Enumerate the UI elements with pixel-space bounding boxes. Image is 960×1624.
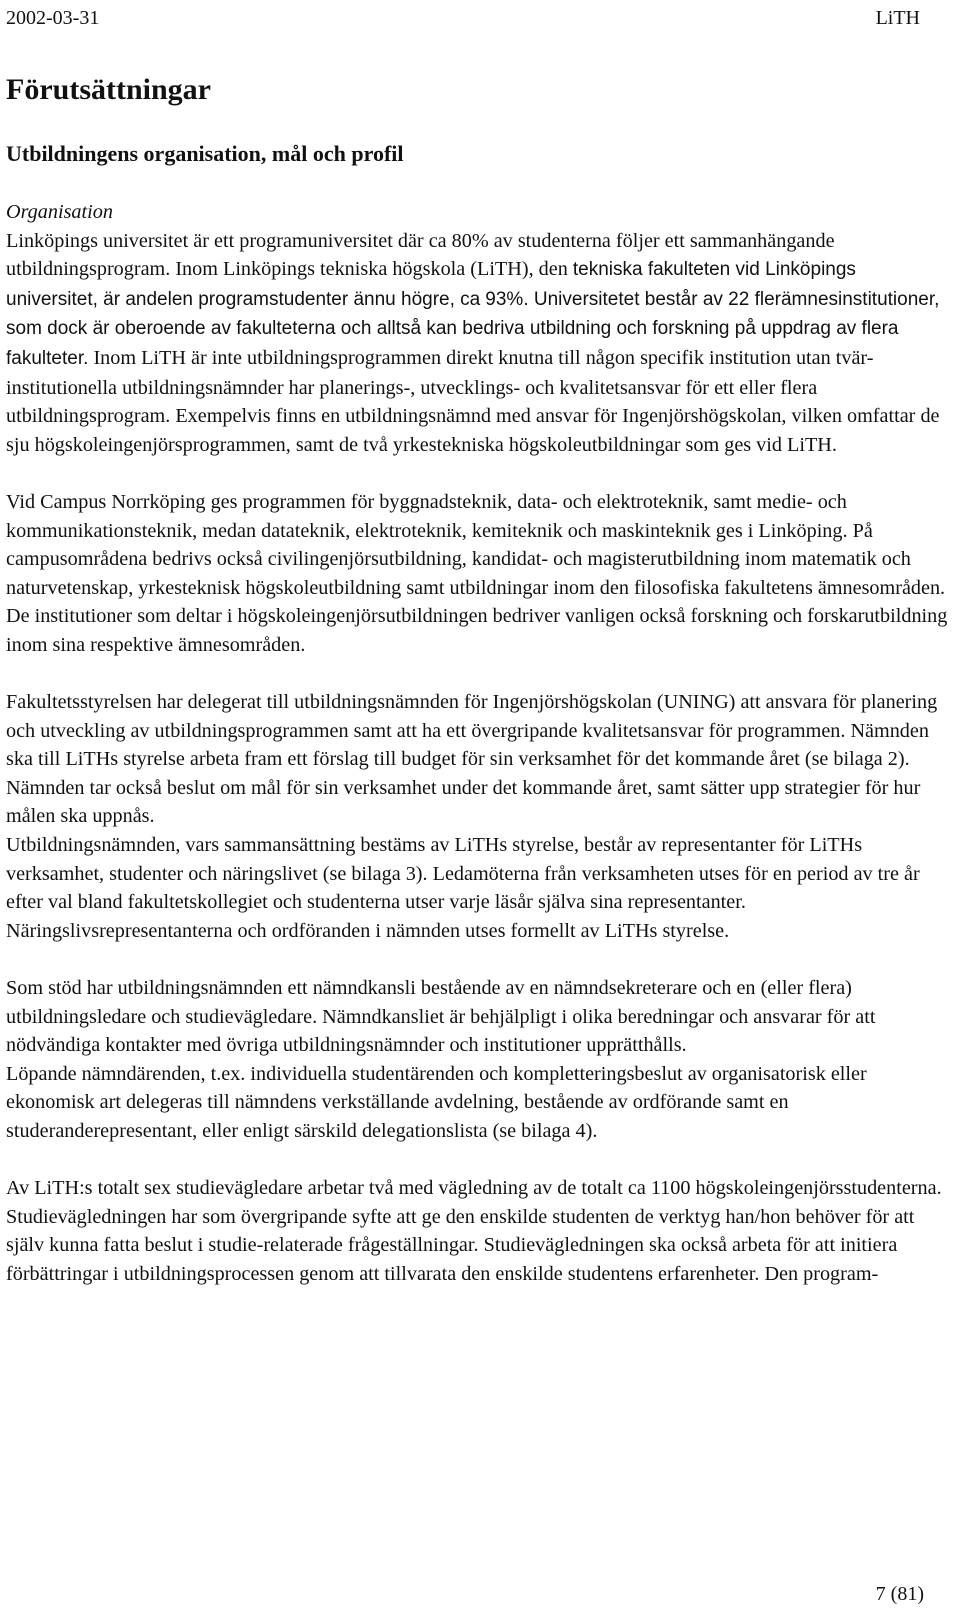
paragraph-namndkansli: Som stöd har utbildningsnämnden ett nämndkansli bestående av en nämndsekreterare och en (eller flera) utbildningsledare och studievägledare. Nämndkansliet är behjälpligt i olika beredningar och ansvarar för att nödvändiga kontakter med övriga utbildningsnämnder och institutioner upprätthålls. [6, 977, 876, 1057]
paragraph-lopande-arenden: Löpande nämndärenden, t.ex. individuella studentärenden och kompletteringsbeslut av organisatorisk eller ekonomisk art delegeras till nämndens verkställande avdelning, bestående av ordförande samt en studeranderepresentant, eller enligt särskild delegationslista (se bilaga 4). [6, 1062, 867, 1142]
p1-c: 93%. Universitetet består av 22 flerämnesinstitutioner, som dock är oberoende av fakulteterna och alltså kan bedriva utbildning och forskning på uppdrag av flera fakulteter. [6, 288, 940, 369]
paragraph-organisation [6, 198, 951, 459]
header-org: LiTH [875, 7, 920, 29]
document-body [6, 198, 951, 1289]
paragraph-studievagledning: Av LiTH:s totalt sex studievägledare arbetar två med vägledning av de totalt ca 1100 högskoleingenjörsstudenterna. Studievägledningen har som övergripande syfte att ge den enskilde studenten de verktyg han/hon behöver för att själv kunna fatta beslut i studie-relaterade frågeställningar. Studievägledningen ska också arbeta för att initiera förbättringar i utbildningsprocessen genom att tillvarata den enskilde studentens erfarenheter. Den program- [6, 1177, 942, 1285]
page-number: 7 (81) [875, 1583, 924, 1605]
p1-d: Inom LiTH är inte utbildningsprogrammen direkt knutna till någon specifik institution utan tvär-institutionella utbildningsnämnder har planerings-, utvecklings- och kvalitetsansvar för ett eller flera utbildningsprogram. Exempelvis finns en utbildningsnämnd med ansvar för Ingenjörshögskolan, vilken omfattar de sju högskoleingenjörsprogrammen, samt de två yrkestekniska högskoleutbildningar som ges vid LiTH. [6, 346, 940, 456]
page-title: Förutsättningar [6, 73, 211, 106]
paragraph-utbildningsnamnden: Utbildningsnämnden, vars sammansättning bestäms av LiTHs styrelse, består av representanter för LiTHs verksamhet, studenter och näringslivet (se bilaga 3). Ledamöterna från verksamheten utses för en period av tre år efter val bland fakultetskollegiet och studenterna utser varje läsår själva sina representanter. Näringslivsrepresentanterna och ordföranden i nämnden utses formellt av LiTHs styrelse. [6, 834, 920, 942]
section-label: Organisation [6, 201, 113, 223]
p1-a: Linköpings universitet är ett programuniversitet där ca 80% av studenterna följer ett sammanhängande utbildningsprogram. Inom Linköpings tekniska högskola (LiTH), den [6, 229, 835, 281]
paragraph-fakultetsstyrelsen: Fakultetsstyrelsen har delegerat till utbildningsnämnden för Ingenjörshögskolan (UNING) att ansvara för planering och utveckling av utbildningsprogrammen samt att ha ett övergripande kvalitetsansvar för programmen. Nämnden ska till LiTHs styrelse arbeta fram ett förslag till budget för sin verksamhet för det kommande året (se bilaga 2). Nämnden tar också beslut om mål för sin verksamhet under det kommande året, samt sätter upp strategier för hur målen ska uppnås. [6, 691, 938, 828]
section-subtitle: Utbildningens organisation, mål och profil [6, 141, 404, 166]
header-date: 2002-03-31 [6, 7, 100, 29]
paragraph-campus: Vid Campus Norrköping ges programmen för byggnadsteknik, data- och elektroteknik, samt medie- och kommunikationsteknik, medan datateknik, elektroteknik, kemiteknik och maskinteknik ges i Linköping. På campusområdena bedrivs också civilingenjörsutbildning, kandidat- och magisterutbildning inom matematik och naturvetenskap, yrkesteknisk högskoleutbildning samt utbildningar inom den filosofiska fakultetens ämnesområden. De institutioner som deltar i högskoleingenjörsutbildningen bedriver vanligen också forskning och forskarutbildning inom sina respektive ämnesområden. [6, 490, 948, 656]
p1-b: tekniska fakulteten vid Linköpings universitet, är andelen programstudenter ännu högre, ca [6, 259, 856, 310]
